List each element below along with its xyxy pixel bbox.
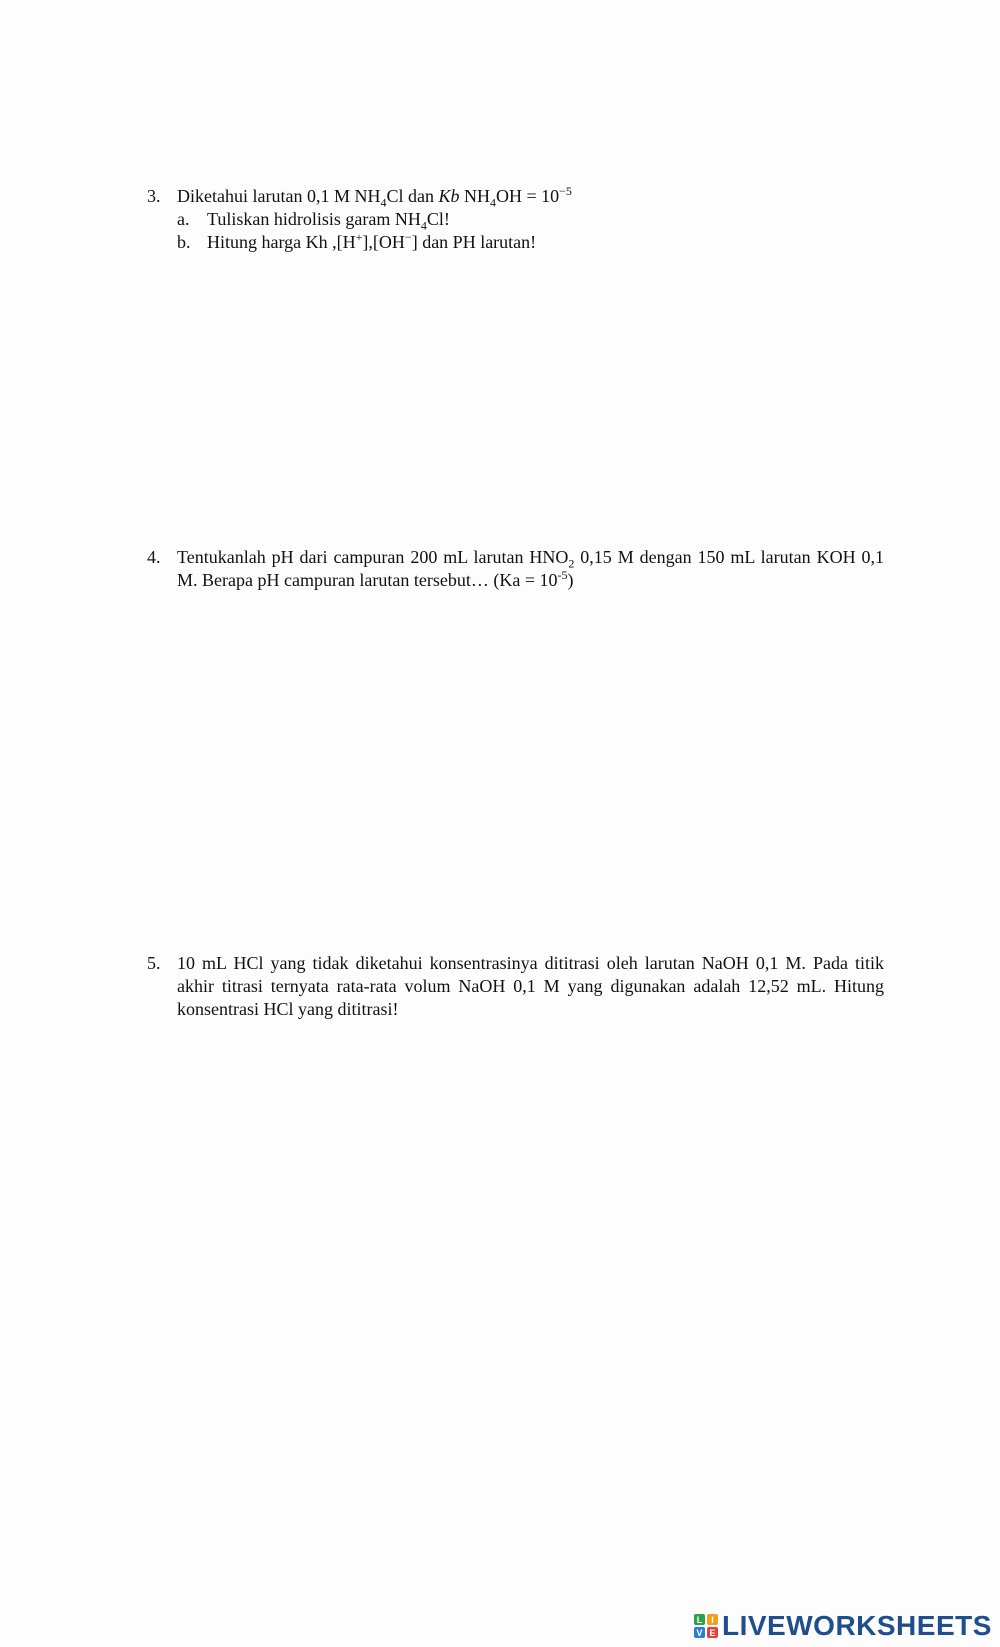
kb-symbol: Kb — [438, 186, 460, 206]
question-text — [177, 546, 884, 592]
logo-tile: V — [694, 1627, 705, 1638]
subquestion-letter: a. — [177, 209, 190, 229]
superscript: − — [404, 230, 412, 244]
liveworksheets-logo — [694, 1610, 992, 1642]
text-run: ],[OH — [362, 232, 405, 252]
question-number: 5. — [147, 953, 161, 973]
superscript: + — [355, 230, 363, 244]
text-run: Tentukanlah pH dari campuran 200 mL larutan HNO — [177, 547, 569, 567]
question-5 — [147, 952, 884, 1021]
subquestion-letter: b. — [177, 232, 191, 252]
text-run: NH — [459, 186, 490, 206]
subscript: 2 — [568, 556, 575, 571]
question-4 — [147, 546, 884, 592]
text-run: Cl dan — [386, 186, 439, 206]
subquestion-b — [177, 231, 884, 254]
text-run: Cl! — [426, 209, 450, 229]
text-run: Hitung harga Kh ,[H — [207, 232, 356, 252]
logo-text: LIVEWORKSHEETS — [722, 1610, 992, 1641]
text-run: ] dan PH larutan! — [411, 232, 537, 252]
text-run: ) — [567, 570, 574, 590]
logo-tile: E — [707, 1627, 718, 1638]
question-3 — [147, 185, 884, 254]
question-text — [177, 185, 884, 208]
subscript: 4 — [420, 218, 427, 233]
logo-tile: L — [694, 1614, 705, 1625]
question-number: 3. — [147, 186, 161, 206]
question-number: 4. — [147, 547, 161, 567]
text-run: Tuliskan hidrolisis garam NH — [207, 209, 421, 229]
text-run: 0,15 M dengan 150 mL larutan KOH 0,1 M. Berapa pH campuran larutan tersebut… (Ka = 10 — [177, 547, 884, 590]
subscript: 4 — [380, 195, 387, 210]
logo-tile: I — [707, 1614, 718, 1625]
logo-icon — [694, 1614, 718, 1638]
text-run: OH = 10 — [495, 186, 560, 206]
text-run: Diketahui larutan 0,1 M NH — [177, 186, 381, 206]
subquestion-a — [177, 208, 884, 231]
question-text: 10 mL HCl yang tidak diketahui konsentrasinya dititrasi oleh larutan NaOH 0,1 M. Pada titik akhir titrasi ternyata rata-rata volum NaOH 0,1 M yang digunakan adalah 12,52 mL. Hitung konsentrasi HCl yang dititrasi! — [177, 953, 884, 1019]
superscript: −5 — [559, 184, 572, 198]
superscript: -5 — [557, 568, 568, 582]
subscript: 4 — [489, 195, 496, 210]
